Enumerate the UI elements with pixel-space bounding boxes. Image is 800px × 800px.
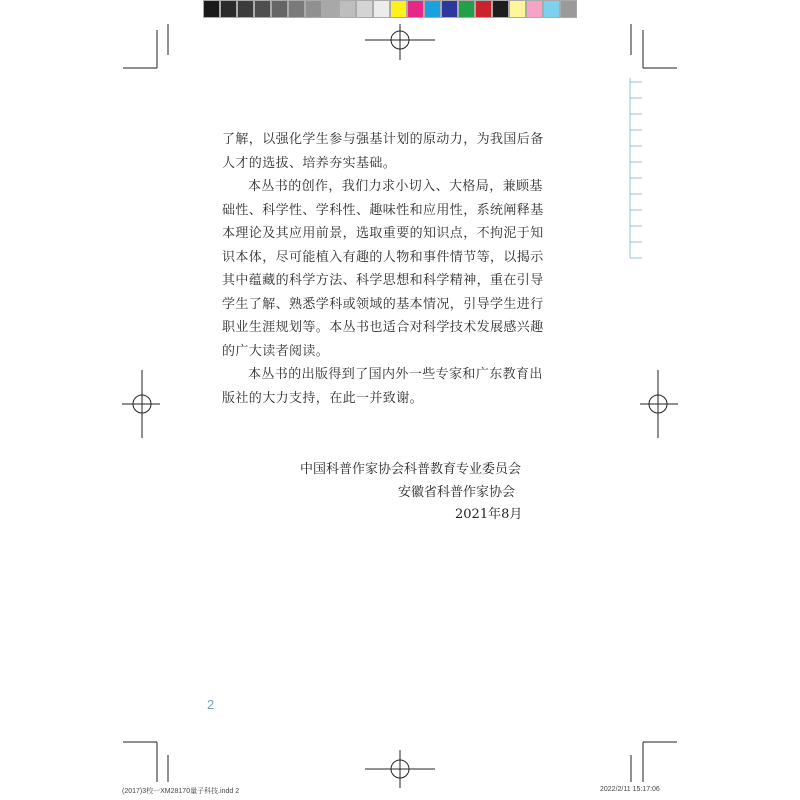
signature-org-1: 中国科普作家协会科普教育专业委员会 [300, 462, 522, 477]
thumb-index-ticks [630, 78, 642, 258]
paragraph-3: 本丛书的出版得到了国内外一些专家和广东教育出版社的大力支持，在此一并致谢。 [222, 367, 543, 406]
signature-org-2: 安徽省科普作家协会 [398, 485, 516, 500]
body-text [222, 128, 550, 410]
footer-file-slug: (2017)3校一XM28170量子科技.indd 2 [122, 788, 240, 795]
footer-timestamp: 2022/2/11 15:17:06 [600, 786, 660, 793]
paragraph-2: 本丛书的创作，我们力求小切入、大格局，兼顾基础性、科学性、学科性、趣味性和应用性，系统阐释基本理论及其应用前景，选取重要的知识点，不拘泥于知识本体，尽可能植入有趣的人物和事件情节等，以揭示其中蕴藏的科学方法、科学思想和科学精神，重在引导学生了解、熟悉学科或领域的基本情况，引导学生进行职业生涯规划等。本丛书也适合对科学技术发展感兴趣的广大读者阅读。 [222, 179, 544, 359]
page-number: 2 [207, 697, 215, 712]
paragraph-1: 了解，以强化学生参与强基计划的原动力，为我国后备人才的选拔、培养夯实基础。 [222, 132, 544, 171]
signature-date: 2021年8月 [455, 507, 523, 522]
